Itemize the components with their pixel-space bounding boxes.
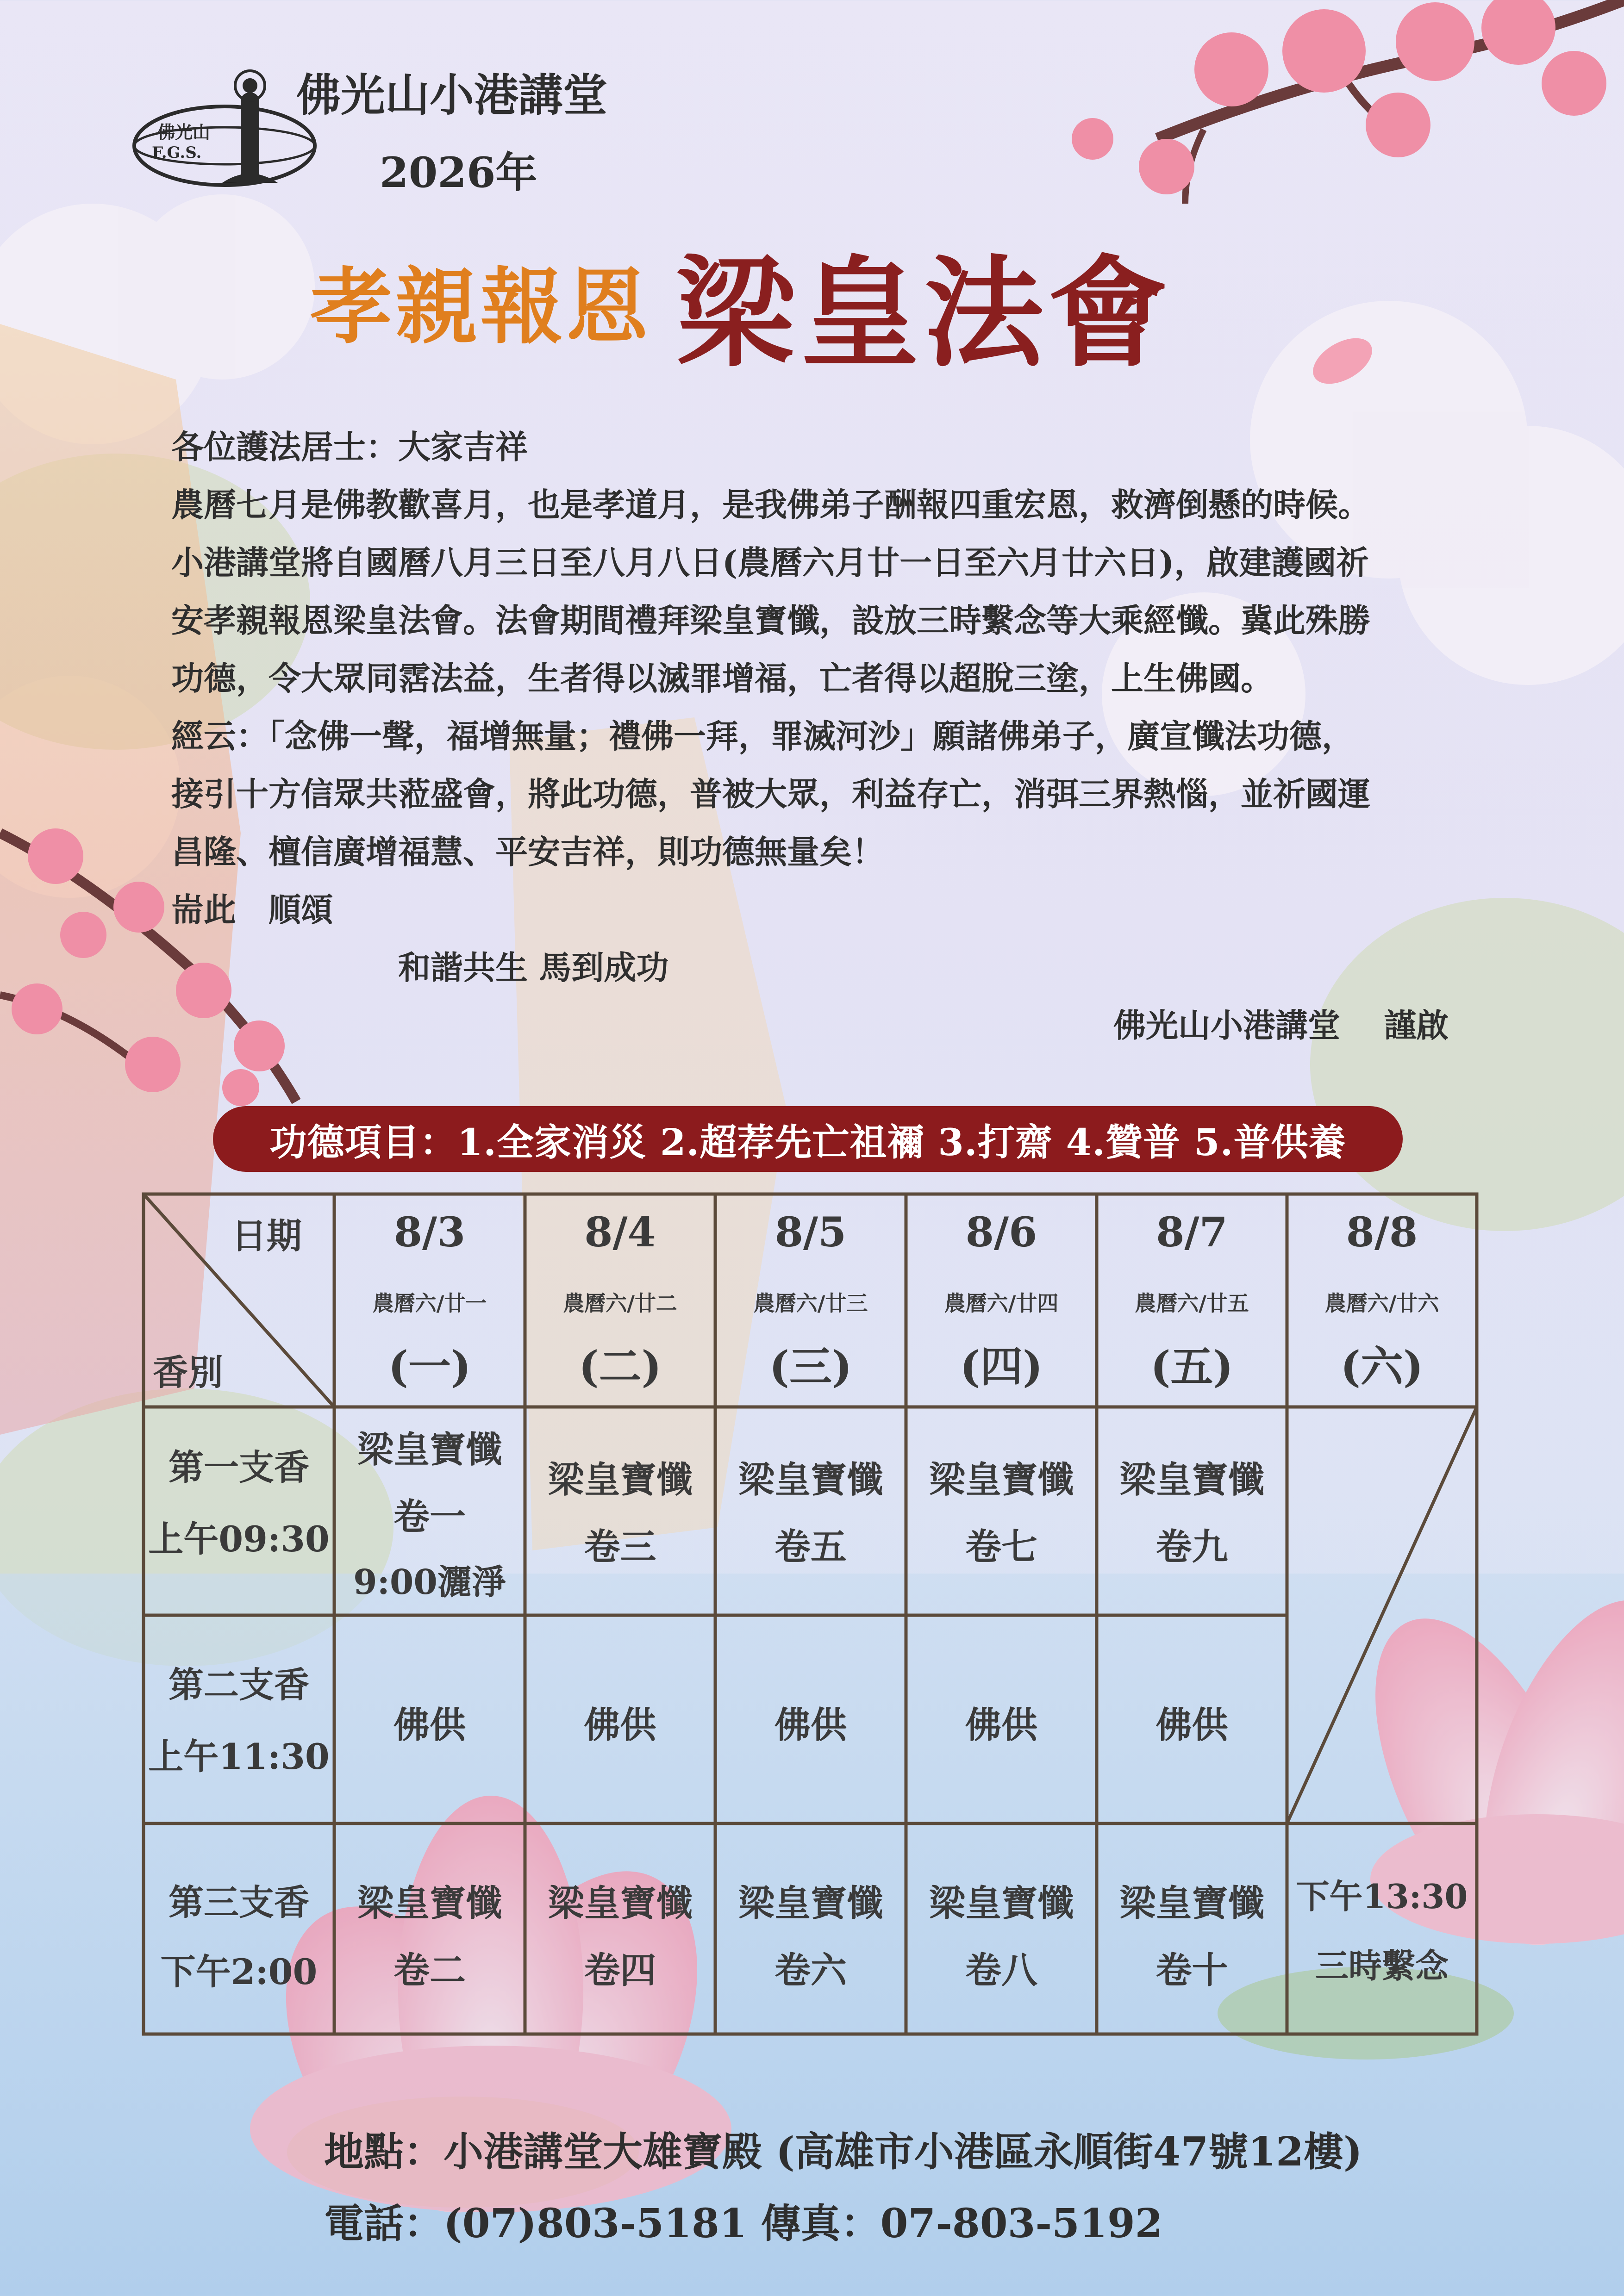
schedule-cell-line: 梁皇寶懺 [1119,1882,1264,1924]
day-date: 8/8 [1346,1208,1418,1256]
footer-location: 地點：小港講堂大雄寶殿 (高雄市小港區永順街47號12樓) [324,2128,1362,2175]
day-date: 8/5 [775,1208,847,1256]
day-lunar: 農曆六/廿三 [753,1291,868,1316]
footer-phone: 電話：(07)803-5181 傳真：07-803-5192 [324,2200,1163,2247]
session-name: 第一支香 [169,1447,309,1488]
title-part2: 梁皇法會 [676,243,1172,383]
schedule-cell-line: 佛供 [584,1704,656,1746]
logo-text-bottom: F.G.S. [152,143,202,162]
corner-date-label: 日期 [231,1215,302,1257]
schedule-cell-line: 梁皇寶懺 [548,1882,693,1924]
corner-session-label: 香別 [153,1352,223,1393]
schedule-cell-line: 梁皇寶懺 [357,1429,502,1471]
session-time: 上午11:30 [148,1736,330,1777]
letter-line: 小港講堂將自國曆八月三日至八月八日(農曆六月廿一日至六月廿六日)，啟建護國祈 [171,543,1369,582]
schedule-cell-line: 佛供 [965,1704,1037,1746]
day-lunar: 農曆六/廿四 [944,1291,1059,1316]
schedule-cell-line: 卷八 [965,1949,1037,1991]
letter-wish: 和諧共生 馬到成功 [398,948,669,987]
day-date: 8/6 [965,1208,1037,1256]
day-date: 8/7 [1156,1208,1228,1256]
day-weekday: (三) [769,1342,852,1392]
letter-line: 安孝親報恩梁皇法會。法會期間禮拜梁皇寶懺，設放三時繫念等大乘經懺。冀此殊勝 [171,601,1370,640]
schedule-cell-line: 卷十 [1156,1949,1228,1991]
day-lunar: 農曆六/廿一 [372,1291,487,1316]
session-time: 上午09:30 [148,1518,330,1560]
day-lunar: 農曆六/廿二 [563,1291,677,1316]
schedule-cell-line: 卷一 [393,1496,466,1538]
letter-line: 經云：「念佛一聲，福增無量；禮佛一拜，罪滅河沙」願諸佛弟子，廣宣懺法功德， [171,717,1354,755]
org-name: 佛光山小港講堂 [296,69,607,121]
schedule-cell-line: 梁皇寶懺 [738,1882,883,1924]
schedule-cell-line: 卷二 [393,1949,466,1991]
schedule-cell-line: 佛供 [1156,1704,1228,1746]
day-date: 8/3 [394,1208,466,1256]
letter-closing: 耑此 順頌 [171,890,333,929]
schedule-cell-line: 佛供 [774,1704,847,1746]
schedule-cell-line: 卷六 [774,1949,847,1991]
schedule-cell-line: 梁皇寶懺 [1119,1459,1264,1501]
schedule-cell-line: 卷七 [965,1526,1037,1568]
letter-line: 接引十方信眾共蒞盛會，將此功德，普被大眾，利益存亡，消弭三界熱惱，並祈國運 [171,775,1370,813]
day-weekday: (四) [960,1342,1043,1392]
day-weekday: (六) [1340,1342,1424,1392]
schedule-cell-line: 卷三 [584,1526,656,1568]
schedule-cell-line: 梁皇寶懺 [929,1882,1074,1924]
logo-text-top: 佛光山 [157,122,211,143]
day-weekday: (一) [388,1342,471,1392]
day-lunar: 農曆六/廿六 [1324,1291,1439,1316]
letter-signature: 佛光山小港講堂 謹啟 [1113,1006,1449,1045]
schedule-cell-line: 卷九 [1156,1526,1228,1568]
schedule-cell-line: 卷五 [774,1526,847,1568]
year: 2026年 [380,148,537,197]
day-lunar: 農曆六/廿五 [1135,1291,1249,1316]
session-name: 第三支香 [169,1882,309,1923]
schedule-cell-line: 梁皇寶懺 [548,1459,693,1501]
day-weekday: (二) [578,1342,662,1392]
schedule-cell-line: 佛供 [393,1704,466,1746]
session-name: 第二支香 [169,1664,309,1705]
title-part1: 孝親報恩 [310,258,651,355]
day-date: 8/4 [584,1208,656,1256]
letter-line: 昌隆、檀信廣增福慧、平安吉祥，則功德無量矣！ [171,833,884,871]
schedule-cell-line: 卷四 [584,1949,656,1991]
schedule-cell-line: 9:00灑淨 [353,1562,506,1602]
schedule-cell-line: 梁皇寶懺 [738,1459,883,1501]
schedule-cell-line: 下午13:30 [1296,1877,1468,1916]
schedule-cell-line: 梁皇寶懺 [929,1459,1074,1501]
day-weekday: (五) [1150,1342,1234,1392]
schedule-cell-line: 梁皇寶懺 [357,1882,502,1924]
letter-line: 農曆七月是佛教歡喜月，也是孝道月，是我佛弟子酬報四重宏恩，救濟倒懸的時候。 [171,485,1370,524]
merit-items-banner: 功德項目：1.全家消災 2.超荐先亡祖禰 3.打齋 4.贊普 5.普供養 [213,1106,1403,1172]
schedule-cell-line: 三時繫念 [1315,1946,1449,1985]
session-time: 下午2:00 [160,1951,318,1992]
letter-line: 功德，令大眾同霑法益，生者得以滅罪增福，亡者得以超脫三塗，上生佛國。 [171,659,1273,697]
letter-greeting: 各位護法居士：大家吉祥 [171,428,528,466]
